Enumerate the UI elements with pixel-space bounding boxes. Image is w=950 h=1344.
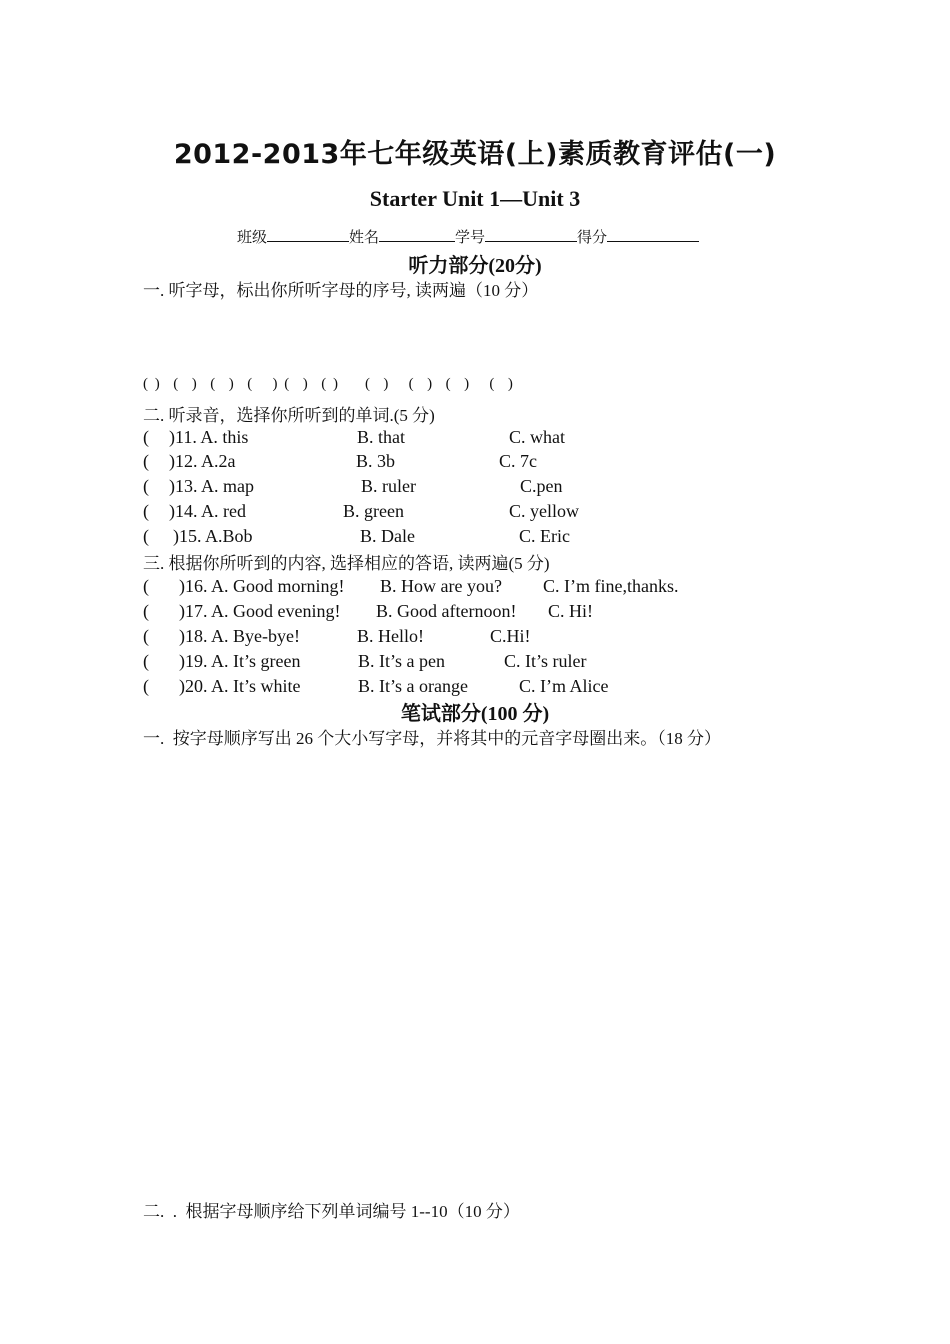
class-blank[interactable] (267, 227, 349, 242)
option-a: )12. A.2a (169, 451, 236, 471)
answer-paren[interactable]: ( (143, 626, 149, 646)
option-b: B. How are you? (380, 576, 502, 596)
option-b: B. It’s a orange (358, 676, 468, 696)
page-title: 2012-2013年七年级英语(上)素质教育评估(一) (173, 139, 777, 170)
alphabet-writing-area[interactable] (143, 760, 823, 1180)
option-c: C. Eric (519, 526, 570, 546)
score-label: 得分 (577, 230, 608, 246)
listening-part3-instruction: 三. 根据你所听到的内容, 选择相应的答语, 读两遍(5 分) (143, 554, 550, 573)
question-17 (143, 601, 843, 625)
answer-paren[interactable]: ( (143, 576, 149, 596)
option-a: )15. A.Bob (173, 526, 253, 546)
option-b: B. Dale (360, 526, 415, 546)
question-11 (143, 427, 843, 451)
letter-answer-parens: ( ) ( ) ( ) ( ) ( ) ( ) ( ) ( ) ( ) ( ) (143, 376, 513, 392)
option-c: C. yellow (509, 501, 579, 521)
option-a: )17. A. Good evening! (179, 601, 341, 621)
option-b: B. Hello! (357, 626, 424, 646)
number-label: 学号 (455, 230, 486, 246)
option-c: C. what (509, 427, 565, 447)
option-c: C. It’s ruler (504, 651, 587, 671)
question-13 (143, 476, 843, 500)
number-blank[interactable] (485, 227, 577, 242)
score-blank[interactable] (607, 227, 699, 242)
writing-part2-instruction: 二. . 根据字母顺序给下列单词编号 1--10（10 分） (143, 1202, 520, 1221)
option-c: C. I’m fine,thanks. (543, 576, 679, 596)
option-a: )14. A. red (169, 501, 246, 521)
page-subtitle: Starter Unit 1—Unit 3 (369, 186, 581, 211)
listening-heading: 听力部分(20分) (408, 255, 542, 277)
option-c: C. Hi! (548, 601, 593, 621)
option-c: C. I’m Alice (519, 676, 609, 696)
option-a: )13. A. map (169, 476, 254, 496)
question-14 (143, 501, 843, 525)
student-info-line (237, 226, 699, 247)
question-15 (143, 526, 843, 550)
option-a: )20. A. It’s white (179, 676, 301, 696)
option-c: C. 7c (499, 451, 537, 471)
option-b: B. It’s a pen (358, 651, 445, 671)
answer-paren[interactable]: ( (143, 451, 149, 471)
listening-part1-instruction: 一. 听字母，标出你所听字母的序号, 读两遍（10 分） (143, 281, 539, 300)
question-19 (143, 651, 843, 675)
option-c: C.Hi! (490, 626, 531, 646)
name-label: 姓名 (349, 230, 380, 246)
option-a: )11. A. this (169, 427, 249, 447)
option-b: B. green (343, 501, 404, 521)
question-18 (143, 626, 843, 650)
answer-paren[interactable]: ( (143, 601, 149, 621)
answer-paren[interactable]: ( (143, 476, 149, 496)
question-16 (143, 576, 843, 600)
option-b: B. ruler (361, 476, 416, 496)
answer-paren[interactable]: ( (143, 427, 149, 447)
class-label: 班级 (237, 230, 268, 246)
listening-part2-instruction: 二. 听录音，选择你所听到的单词.(5 分) (143, 406, 435, 425)
option-a: )19. A. It’s green (179, 651, 301, 671)
option-b: B. 3b (356, 451, 396, 471)
option-b: B. Good afternoon! (376, 601, 517, 621)
option-a: )16. A. Good morning! (179, 576, 345, 596)
name-blank[interactable] (379, 227, 455, 242)
writing-heading: 笔试部分(100 分) (400, 703, 550, 725)
answer-paren[interactable]: ( (143, 676, 149, 696)
answer-paren[interactable]: ( (143, 651, 149, 671)
writing-part1-instruction: 一. 按字母顺序写出 26 个大小写字母，并将其中的元音字母圈出来。（18 分） (143, 729, 721, 748)
option-c: C.pen (520, 476, 563, 496)
answer-paren[interactable]: ( (143, 501, 149, 521)
option-b: B. that (357, 427, 405, 447)
question-12 (143, 451, 843, 475)
option-a: )18. A. Bye-bye! (179, 626, 300, 646)
answer-paren[interactable]: ( (143, 526, 149, 546)
